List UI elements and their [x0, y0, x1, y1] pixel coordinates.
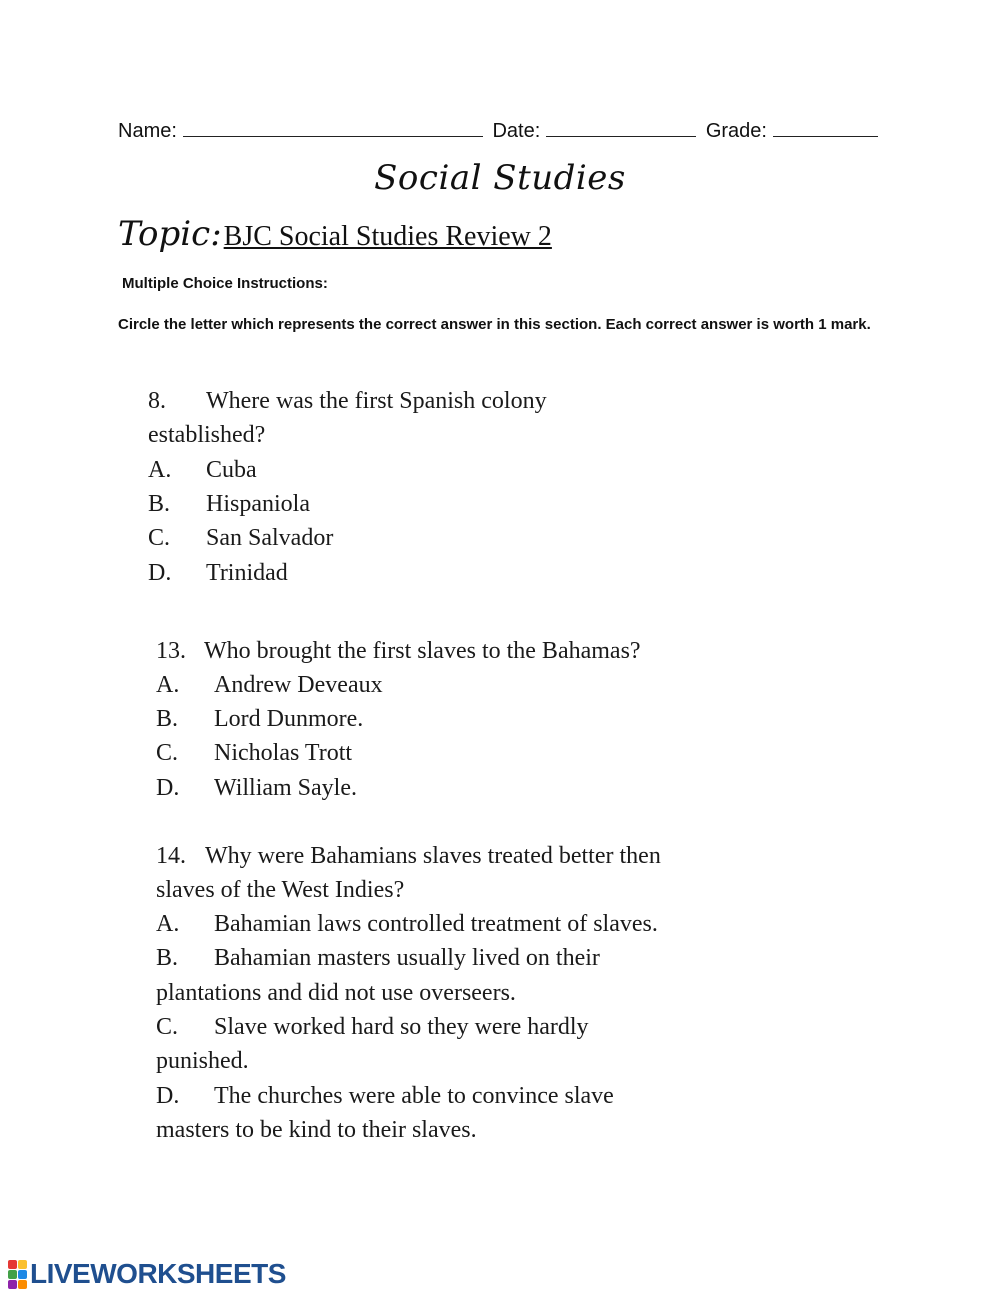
- option-text: Hispaniola: [206, 491, 310, 517]
- date-field[interactable]: [546, 135, 696, 137]
- logo-mark-icon: [8, 1260, 27, 1289]
- option-letter[interactable]: D.: [156, 775, 180, 801]
- answer-option[interactable]: [156, 668, 383, 702]
- instructions-title: Multiple Choice Instructions:: [122, 275, 328, 292]
- option-letter[interactable]: C.: [156, 740, 179, 766]
- option-letter[interactable]: C.: [148, 525, 171, 551]
- grade-label: Grade:: [705, 120, 767, 142]
- answer-option[interactable]: [156, 702, 363, 736]
- answer-option[interactable]: [156, 736, 352, 770]
- option-letter[interactable]: B.: [156, 945, 179, 971]
- option-letter[interactable]: A.: [148, 457, 172, 483]
- topic-heading: [118, 214, 552, 254]
- instructions-text: Circle the letter which represents the correct answer in this section. Each correct answer is worth 1 mark.: [118, 316, 871, 333]
- option-letter[interactable]: B.: [156, 706, 179, 732]
- date-label: Date:: [492, 120, 541, 142]
- option-letter[interactable]: C.: [156, 1014, 179, 1040]
- option-text: San Salvador: [206, 525, 334, 551]
- grade-field[interactable]: [773, 135, 878, 137]
- subject-title: Social Studies: [374, 158, 626, 198]
- option-text-cont: punished.: [156, 1048, 249, 1074]
- question-stem-cont: established?: [148, 422, 266, 448]
- question-stem: 8. Where was the first Spanish colony: [148, 384, 547, 418]
- answer-option[interactable]: [156, 771, 357, 805]
- option-text-cont: masters to be kind to their slaves.: [156, 1117, 477, 1143]
- answer-option[interactable]: [148, 521, 333, 555]
- name-field[interactable]: [183, 135, 483, 137]
- answer-option[interactable]: [156, 1079, 614, 1113]
- question-number: 8.: [148, 388, 166, 414]
- option-letter[interactable]: B.: [148, 491, 171, 517]
- option-text: Bahamian laws controlled treatment of slaves.: [214, 911, 658, 937]
- topic-value: BJC Social Studies Review 2: [223, 221, 552, 252]
- answer-option[interactable]: [148, 453, 257, 487]
- answer-option[interactable]: [148, 556, 288, 590]
- question-stem: 14. Why were Bahamians slaves treated better then: [156, 839, 661, 873]
- answer-option[interactable]: [156, 941, 600, 975]
- answer-option[interactable]: [148, 487, 310, 521]
- name-label: Name:: [118, 120, 177, 142]
- question-stem-cont: slaves of the West Indies?: [156, 877, 405, 903]
- option-text: Bahamian masters usually lived on their: [214, 945, 600, 971]
- question-number: 14.: [156, 843, 186, 869]
- option-text: Slave worked hard so they were hardly: [214, 1014, 589, 1040]
- question-number: 13.: [156, 638, 186, 664]
- option-letter[interactable]: A.: [156, 911, 180, 937]
- header-fields: [118, 120, 882, 143]
- option-text: William Sayle.: [214, 775, 358, 801]
- option-text: Trinidad: [206, 560, 288, 586]
- option-text: Cuba: [206, 457, 257, 483]
- option-text: Nicholas Trott: [214, 740, 353, 766]
- option-text-cont: plantations and did not use overseers.: [156, 980, 516, 1006]
- option-letter[interactable]: D.: [148, 560, 172, 586]
- option-letter[interactable]: D.: [156, 1083, 180, 1109]
- liveworksheets-logo: [8, 1258, 286, 1290]
- topic-label: Topic:: [118, 214, 222, 254]
- answer-option[interactable]: [156, 1010, 589, 1044]
- option-text: Lord Dunmore.: [214, 706, 364, 732]
- question-stem: 13. Who brought the first slaves to the Bahamas?: [156, 634, 641, 668]
- option-letter[interactable]: A.: [156, 672, 180, 698]
- option-text: The churches were able to convince slave: [214, 1083, 614, 1109]
- answer-option[interactable]: [156, 907, 658, 941]
- option-text: Andrew Deveaux: [214, 672, 383, 698]
- logo-text: LIVEWORKSHEETS: [30, 1258, 286, 1289]
